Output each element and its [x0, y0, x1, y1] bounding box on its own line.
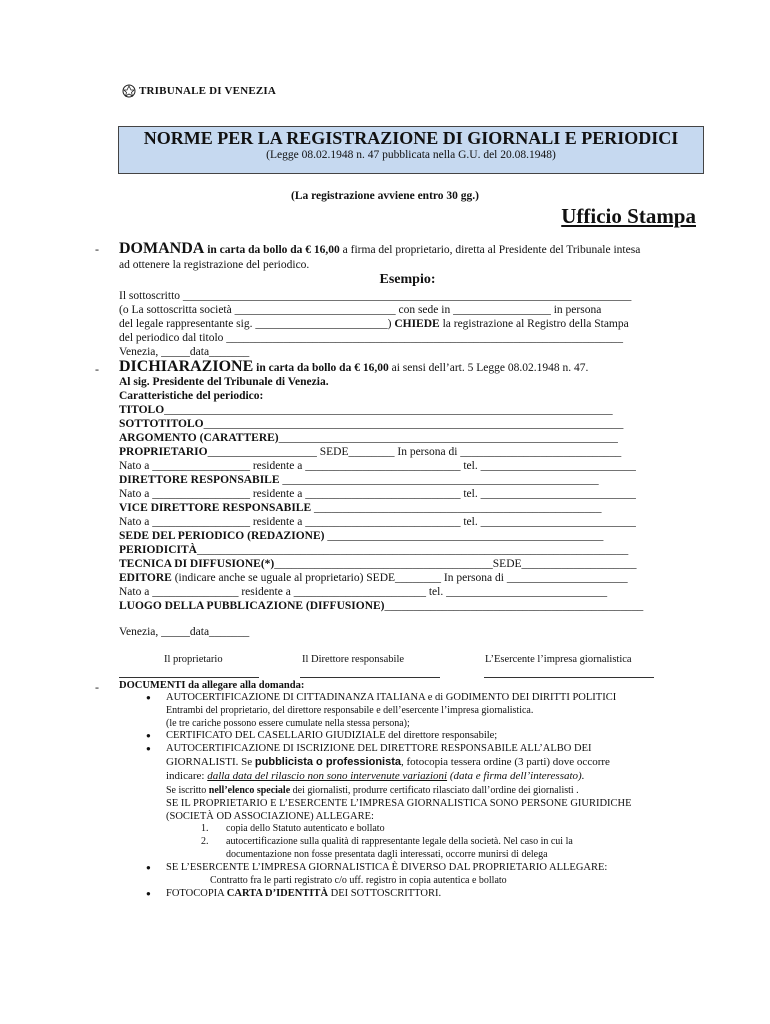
domanda-bollo: in carta da bollo da € 16,00: [204, 244, 340, 256]
field-blank: ______________________________________SEDE____________________: [274, 558, 637, 570]
document-item-line: [166, 887, 696, 900]
field-blank: ______________________________________________________________________________: [164, 404, 613, 416]
document-item-line: [166, 797, 696, 810]
field-blank: _______________________________________________________: [279, 474, 599, 486]
logo-text: TRIBUNALE DI VENEZIA: [139, 85, 277, 97]
document-text: (le tre cariche possono essere cumulate nella stessa persona);: [166, 718, 410, 729]
field-label: TECNICA DI DIFFUSIONE(*): [119, 558, 275, 570]
document-text: copia dello Statuto autenticato e bollato: [226, 823, 385, 834]
dichiarazione-heading: DICHIARAZIONE: [119, 358, 254, 375]
document-item-line: [166, 729, 696, 742]
document-item-line: [166, 861, 696, 874]
declaration-field[interactable]: [119, 585, 696, 599]
list-dash: -: [95, 362, 99, 376]
court-logo: [122, 84, 276, 98]
document-text: , fotocopia tessera ordine (3 parti) dove occorre: [401, 756, 610, 768]
document-text: SE IL PROPRIETARIO E L’ESERCENTE L’IMPRESA GIORNALISTICA SONO PERSONE GIURIDICHE: [166, 798, 632, 809]
document-text: nell’elenco speciale: [208, 785, 291, 796]
field-blank: _________________________________________________________________________: [203, 418, 624, 430]
document-text: DEI SOTTOSCRITTORI.: [328, 888, 442, 899]
office-title: Ufficio Stampa: [561, 204, 696, 228]
field-label: SOTTOTITOLO: [119, 418, 204, 430]
signature-line-director[interactable]: [300, 677, 440, 678]
document-text: GIORNALISTI. Se: [166, 756, 255, 768]
domanda-text: a firma del proprietario, diretta al Presidente del Tribunale intesa: [339, 244, 641, 256]
document-text: CERTIFICATO DEL CASELLARIO GIUDIZIALE del direttore responsabile;: [166, 730, 498, 741]
field-label: TITOLO: [119, 404, 165, 416]
bullet-icon: ●: [146, 731, 151, 740]
field-blank: Nato a _______________ residente a _______________________ tel. ____________________________: [119, 586, 608, 598]
example-title: Esempio:: [379, 272, 436, 287]
document-text: FOTOCOPIA: [166, 888, 227, 899]
document-text: pubblicista o professionista: [254, 756, 401, 768]
field-blank: ________________________________________________: [324, 530, 604, 542]
field-blank: _____________________________________________: [384, 600, 644, 612]
declaration-field[interactable]: [119, 445, 696, 459]
page-subtitle: (Legge 08.02.1948 n. 47 pubblicata nella G.U. del 20.08.1948): [266, 149, 556, 161]
dichiarazione-bollo: in carta da bollo da € 16,00: [253, 362, 389, 374]
document-text: Contratto fra le parti registrato c/o uff. registro in copia autentica e bollato: [210, 875, 507, 886]
list-dash: -: [95, 242, 99, 256]
field-label: VICE DIRETTORE RESPONSABILE: [119, 502, 312, 514]
declaration-field[interactable]: [119, 515, 696, 529]
field-label: PROPRIETARIO: [119, 446, 208, 458]
document-text: AUTOCERTIFICAZIONE DI ISCRIZIONE DEL DIRETTORE RESPONSABILE ALL’ALBO DEI: [166, 743, 592, 754]
declaration-field[interactable]: [119, 557, 696, 571]
example-line: (o La sottoscritta società ____________________________ con sede in _________________ in persona: [119, 304, 602, 316]
document-text: 1.: [201, 823, 209, 834]
field-blank: ___________________ SEDE________ In persona di ____________________________: [207, 446, 622, 458]
bullet-icon: ●: [146, 889, 151, 898]
domanda-text-2: ad ottenere la registrazione del periodico.: [119, 259, 310, 271]
signature-label-owner: Il proprietario: [164, 654, 223, 665]
document-item-line: [210, 874, 696, 887]
declaration-field[interactable]: [119, 599, 696, 613]
domanda-heading: DOMANDA: [119, 240, 205, 257]
declaration-field[interactable]: [119, 473, 696, 487]
registration-note: (La registrazione avviene entro 30 gg.): [290, 190, 479, 202]
document-text: Entrambi del proprietario, del direttore responsabile e dell’esercente l’impresa giornalistica.: [166, 705, 534, 716]
document-text: (SOCIETÀ OD ASSOCIAZIONE) ALLEGARE:: [166, 811, 374, 822]
signature-label-director: Il Direttore responsabile: [302, 654, 405, 665]
document-text: indicare:: [166, 770, 208, 782]
field-blank: Nato a _________________ residente a ___________________________ tel. ___________________________: [119, 516, 636, 528]
declaration-field[interactable]: [119, 571, 696, 585]
document-item-line: [166, 756, 696, 769]
document-item-line: [166, 770, 696, 783]
field-blank: Nato a _________________ residente a ___________________________ tel. ___________________________: [119, 460, 636, 472]
example-line: del periodico dal titolo _____________________________________________________________________: [119, 332, 624, 344]
title-banner: [118, 126, 704, 174]
declaration-field[interactable]: [119, 529, 696, 543]
bullet-icon: ●: [146, 693, 151, 702]
declaration-field[interactable]: [119, 431, 696, 445]
document-text: autocertificazione sulla qualità di rappresentante legale della società. Nel caso in cui la: [226, 836, 573, 847]
declaration-field[interactable]: [119, 487, 696, 501]
addressee: Al sig. Presidente del Tribunale di Venezia.: [119, 376, 329, 388]
field-blank: ___________________________________________________________________________: [196, 544, 629, 556]
example-line: Il sottoscritto ______________________________________________________________________________: [119, 290, 632, 302]
document-text: Se iscritto: [166, 785, 209, 796]
document-text: (data e firma dell’interessato).: [447, 770, 585, 782]
document-item-line: [166, 691, 696, 704]
bullet-icon: ●: [146, 863, 151, 872]
signature-label-publisher: L’Esercente l’impresa giornalistica: [485, 654, 632, 665]
declaration-field[interactable]: [119, 403, 696, 417]
field-label: ARGOMENTO (CARATTERE): [119, 432, 279, 444]
document-item-line: [226, 835, 696, 848]
domanda-heading-line: [119, 240, 696, 259]
features-heading: Caratteristiche del periodico:: [119, 390, 264, 402]
document-text: AUTOCERTIFICAZIONE DI CITTADINANZA ITALIANA e di GODIMENTO DEI DIRITTI POLITICI: [166, 692, 617, 703]
declaration-field[interactable]: [119, 501, 696, 515]
crest-icon: [122, 84, 136, 98]
field-label: PERIODICITÀ: [119, 544, 197, 556]
signature-line-owner[interactable]: [119, 677, 259, 678]
document-item-line: [226, 822, 696, 835]
declaration-field[interactable]: [119, 543, 696, 557]
chiede-word: CHIEDE: [394, 318, 440, 330]
dichiarazione-text: ai sensi dell’art. 5 Legge 08.02.1948 n. 47.: [388, 362, 589, 374]
field-label: LUOGO DELLA PUBBLICAZIONE (DIFFUSIONE): [119, 600, 385, 612]
field-label: EDITORE: [119, 572, 172, 584]
declaration-field[interactable]: [119, 417, 696, 431]
document-text: SE L’ESERCENTE L’IMPRESA GIORNALISTICA È DIVERSO DAL PROPRIETARIO ALLEGARE:: [166, 862, 608, 873]
field-blank: Nato a _________________ residente a ___________________________ tel. ___________________________: [119, 488, 636, 500]
signature-line-publisher[interactable]: [484, 677, 654, 678]
field-blank: (indicare anche se uguale al proprietario) SEDE________ In persona di _____________________: [171, 572, 628, 584]
document-item-line: [166, 704, 696, 717]
page-title: NORME PER LA REGISTRAZIONE DI GIORNALI E PERIODICI: [143, 128, 679, 148]
field-label: DIRETTORE RESPONSABILE: [119, 474, 280, 486]
document-item-line: [166, 742, 696, 755]
example-date-line: Venezia, _____data_______: [119, 346, 250, 358]
document-text: CARTA D’IDENTITÀ: [226, 888, 329, 899]
declaration-date-line: Venezia, _____data_______: [119, 626, 250, 638]
list-dash: -: [95, 680, 99, 694]
field-label: SEDE DEL PERIODICO (REDAZIONE): [119, 530, 325, 542]
document-text: dalla data del rilascio non sono intervenute variazioni: [207, 770, 448, 782]
documents-heading: DOCUMENTI da allegare alla domanda:: [119, 680, 305, 691]
field-blank: ___________________________________________________________: [278, 432, 618, 444]
field-blank: __________________________________________________: [311, 502, 602, 514]
document-text: documentazione non fosse presentata dagli interessati, occorre munirsi di delega: [226, 849, 548, 860]
document-text: 2.: [201, 836, 209, 847]
bullet-icon: ●: [146, 744, 151, 753]
document-item-line: [226, 848, 696, 861]
example-line: del legale rappresentante sig. _______________________) CHIEDE la registrazione al Registro della Stampa: [119, 318, 629, 330]
document-item-line: [166, 784, 696, 797]
document-text: dei giornalisti, produrre certificato rilasciato dall’ordine dei giornalisti .: [290, 785, 579, 796]
declaration-field[interactable]: [119, 459, 696, 473]
